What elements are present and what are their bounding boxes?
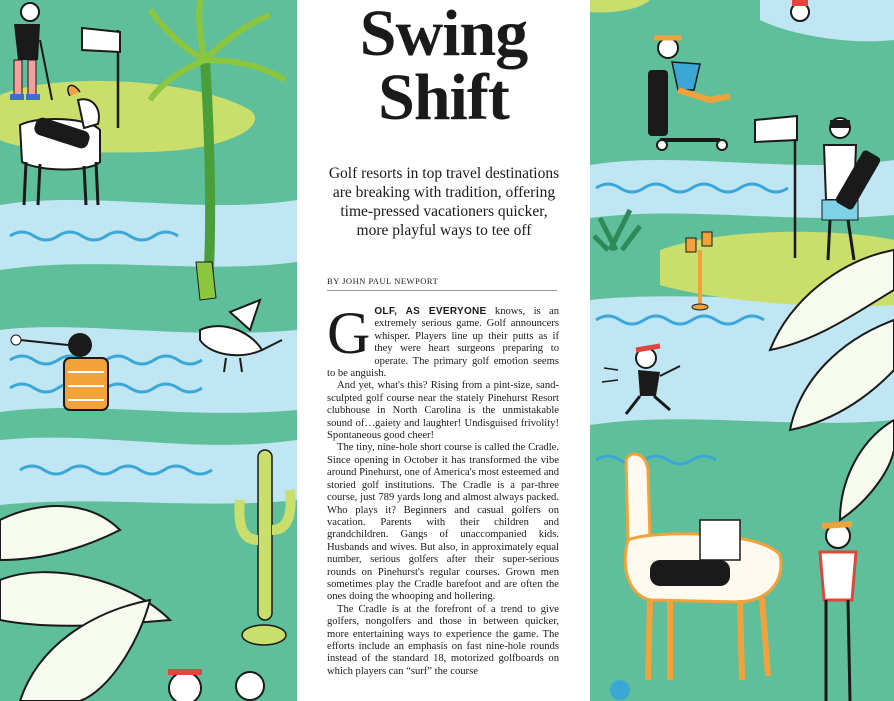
paragraph-1-text: knows, is an extremely serious game. Golf announcers whisper. Players line up their putts as if they were heart surgeons preparing to operate. The primary golf emotion seems to be anguish. (327, 306, 560, 380)
illustration-right-art (590, 0, 894, 701)
illustration-left (0, 0, 297, 701)
headline-line-2: Shift (378, 61, 509, 134)
water-band (0, 200, 297, 270)
drop-cap: G (327, 300, 371, 366)
article-body (327, 300, 560, 678)
article (297, 0, 590, 701)
paragraph-4: The Cradle is at the forefront of a trend to give golfers, nongolfers and those in between quicker, more entertaining ways to experience the game. The efforts include an emphasis on fast nine-hole rounds instead of the standard 18, motorized golfboards on which players can “surf” the course (327, 603, 559, 677)
headline (297, 0, 590, 134)
paragraph-3: The tiny, nine-hole short course is called the Cradle. Since opening in October it has transformed the vibe around Pinehurst, one of America's most esteemed and storied golf institutions. The Cradle is a par-three course, just 789 yards long and almost always packed. Who plays it? Beginners and casual golfers on vacation. Parents with their children and grandchildren. Gangs of unaccompanied kids. Husbands and wives. But also, in approximately equal number, serious golfers after their super-serious rounds on Pinehurst's regular courses. Grown men sometimes play the Cradle barefoot and are often the ones doing the whooping and hollering. (327, 442, 559, 603)
lead-in: OLF, AS EVERYONE (374, 306, 487, 317)
illustration-right (590, 0, 894, 701)
paragraph-2: And yet, what's this? Rising from a pint-size, sand-sculpted golf course near the stately Pinehurst Resort clubhouse in North Carolina is the unmistakable sound of…gaiety and laughter! Undisguised frivolity! Spontaneous good cheer! (327, 380, 559, 442)
deck: Golf resorts in top travel destinations are breaking with tradition, offering time-pressed vacationers quicker, more playful ways to tee off (328, 165, 560, 239)
byline: BY JOHN PAUL NEWPORT (327, 276, 557, 291)
headline-line-1: Swing (359, 0, 528, 70)
illustration-left-art (0, 0, 297, 701)
paragraph-1 (327, 300, 560, 380)
